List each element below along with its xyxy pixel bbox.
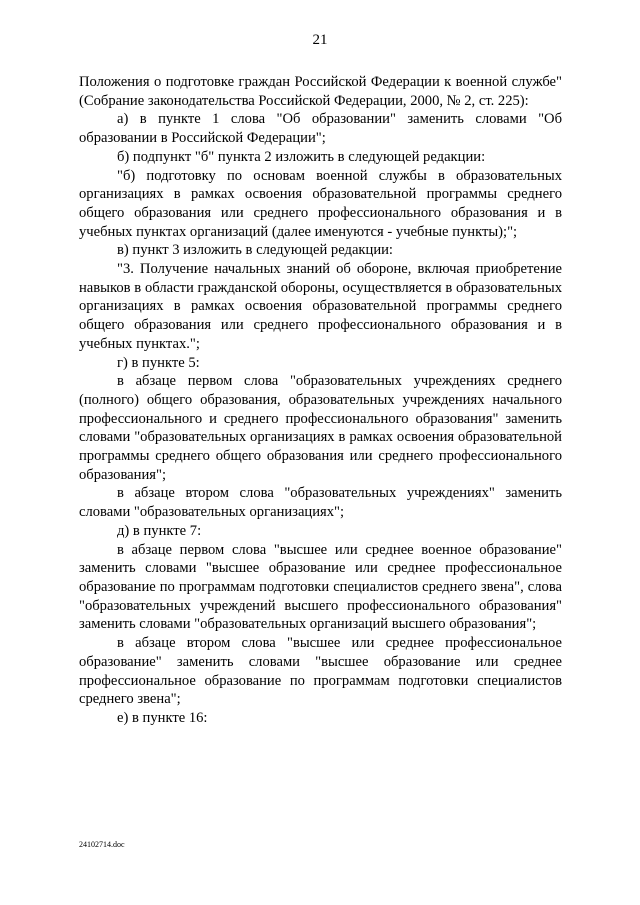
page-number: 21: [312, 32, 328, 48]
paragraph-item-v-text: "3. Получение начальных знаний об обороне, включая приобретение навыков в области гражданской обороны, осуществляется в образовательных организациях в рамках освоения образовательной программы среднего общего образования или среднего профессионального образования и в учебных пунктах.";: [79, 261, 562, 352]
footer-file-code: 24102714.doc: [79, 840, 125, 849]
paragraph-item-g-first: в абзаце первом слова "образовательных учреждениях среднего (полного) общего образования, образовательных учреждениях начального профессионального и среднего профессионального образования" заменить словами "образовательных организациях в рамках освоения образовательной программы среднего общего образования или среднего профессионального образования";: [79, 373, 562, 483]
paragraph-item-d-second: в абзаце втором слова "высшее или среднее профессиональное образование" заменить словами "высшее образование или среднее профессиональное образование по программам подготовки специалистов среднего звена";: [79, 635, 562, 708]
paragraph-item-b-text: "б) подготовку по основам военной службы в образовательных организациях в рамках освоения образовательной программы среднего общего образования или среднего профессионального образования и в учебных пунктах организаций (далее именуются - учебные пункты);";: [79, 167, 562, 240]
document-body: [79, 73, 562, 728]
paragraph-item-a: а) в пункте 1 слова "Об образовании" заменить словами "Об образовании в Российской Федерации";: [79, 111, 562, 147]
paragraph-item-b: б) подпункт "б" пункта 2 изложить в следующей редакции:: [117, 148, 486, 165]
paragraph-item-g: г) в пункте 5:: [117, 354, 200, 371]
paragraph-intro: Положения о подготовке граждан Российской Федерации к военной службе" (Собрание законодательства Российской Федерации, 2000, № 2, ст. 225):: [79, 74, 562, 109]
paragraph-item-v: в) пункт 3 изложить в следующей редакции:: [117, 242, 393, 259]
paragraph-item-e: е) в пункте 16:: [117, 709, 208, 726]
paragraph-item-g-second: в абзаце втором слова "образовательных учреждениях" заменить словами "образовательных организациях";: [79, 485, 562, 521]
paragraph-item-d-first: в абзаце первом слова "высшее или среднее военное образование" заменить словами "высшее образование или среднее профессиональное образование по программам подготовки специалистов среднего звена", слова "образовательных учреждений высшего профессионального образования" заменить словами "образовательных организаций высшего образования";: [79, 541, 562, 633]
paragraph-item-d: д) в пункте 7:: [117, 522, 202, 539]
